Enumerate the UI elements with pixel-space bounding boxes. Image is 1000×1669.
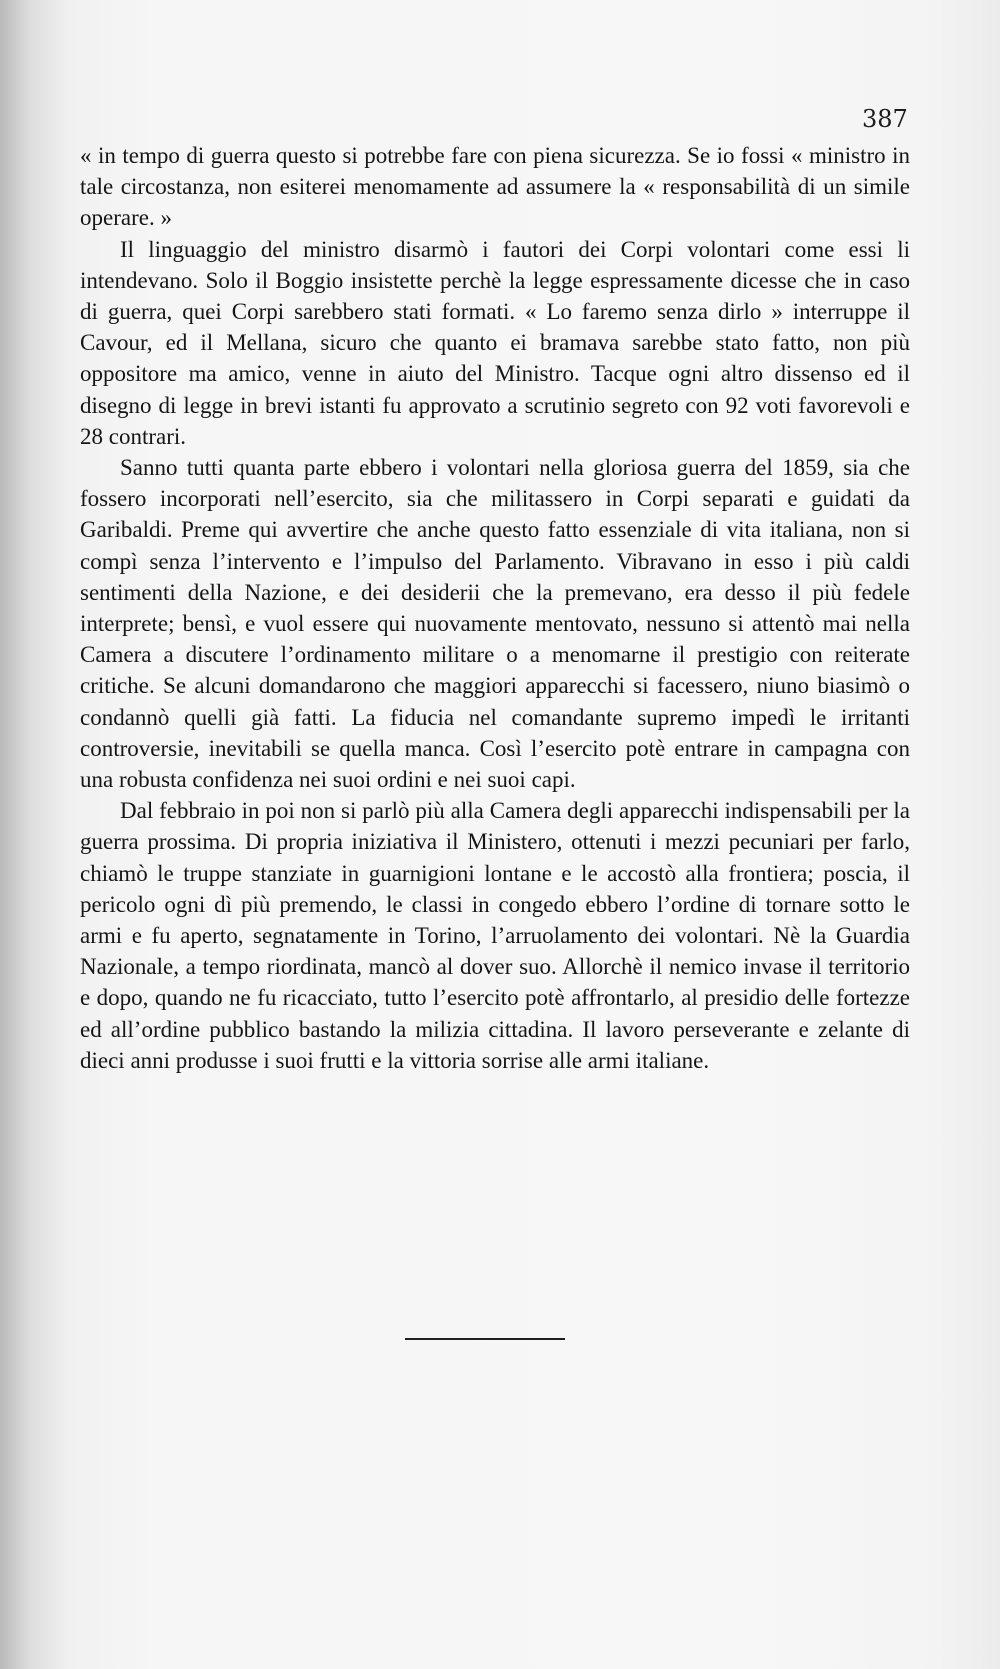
paragraph-quote-end: « in tempo di guerra questo si potrebbe fare con piena sicurezza. Se io fossi « ministro in tale circostanza, non esiterei menomamente ad assumere la « responsabilità di un simile operare. » [80,143,910,231]
page-number: 387 [862,105,908,133]
paragraph-debate: Il linguaggio del ministro disarmò i fautori dei Corpi volontari come essi li intendevano. Solo il Boggio insistette perchè la legge espressamente dicesse che in caso di guerra, quei Corpi sarebbero stati formati. « Lo faremo senza dirlo » interruppe il Cavour, ed il Mellana, sicuro che quanto ei bramava sarebbe stato fatto, non più oppositore ma amico, venne in aiuto del Ministro. Tacque ogni altro dissenso ed il disegno di legge in brevi istanti fu approvato a scrutinio segreto con 92 voti favorevoli e 28 contrari. [80,236,910,449]
body-text [80,140,910,1076]
paragraph-february: Dal febbraio in poi non si parlò più alla Camera degli apparecchi indispensabili per la guerra prossima. Di propria iniziativa il Ministero, ottenuti i mezzi pecuniari per farlo, chiamò le truppe stanziate in guarnigioni lontane e le accostò alla frontiera; poscia, il pericolo ogni dì più premendo, le classi in congedo ebbero l’ordine di tornare sotto le armi e fu aperto, segnatamente in Torino, l’arruolamento dei volontari. Nè la Guardia Nazionale, a tempo riordinata, mancò al dover suo. Allorchè il nemico invase il territorio e dopo, quando ne fu ricacciato, tutto l’esercito potè affrontarlo, al presidio delle fortezze ed all’ordine pubblico bastando la milizia cittadina. Il lavoro perseverante e zelante di dieci anni produsse i suoi frutti e la vittoria sorrise alle armi italiane. [80,798,910,1073]
section-separator [405,1338,565,1340]
paragraph-volunteers: Sanno tutti quanta parte ebbero i volontari nella gloriosa guerra del 1859, sia che fossero incorporati nell’esercito, sia che militassero in Corpi separati e guidati da Garibaldi. Preme qui avvertire che anche questo fatto essenziale di vita italiana, non si compì senza l’intervento e l’impulso del Parlamento. Vibravano in esso i più caldi sentimenti della Nazione, e dei desiderii che la premevano, era desso il più fedele interprete; bensì, e vuol essere qui nuovamente mentovato, nessuno si attentò mai nella Camera a discutere l’ordinamento militare o a menomarne il prestigio con reiterate critiche. Se alcuni domandarono che maggiori apparecchi si facessero, niuno biasimò o condannò quelli già fatti. La fiducia nel comandante supremo impedì le irritanti controversie, inevitabili se quella manca. Così l’esercito potè entrare in campagna con una robusta confidenza nei suoi ordini e nei suoi capi. [80,455,910,793]
